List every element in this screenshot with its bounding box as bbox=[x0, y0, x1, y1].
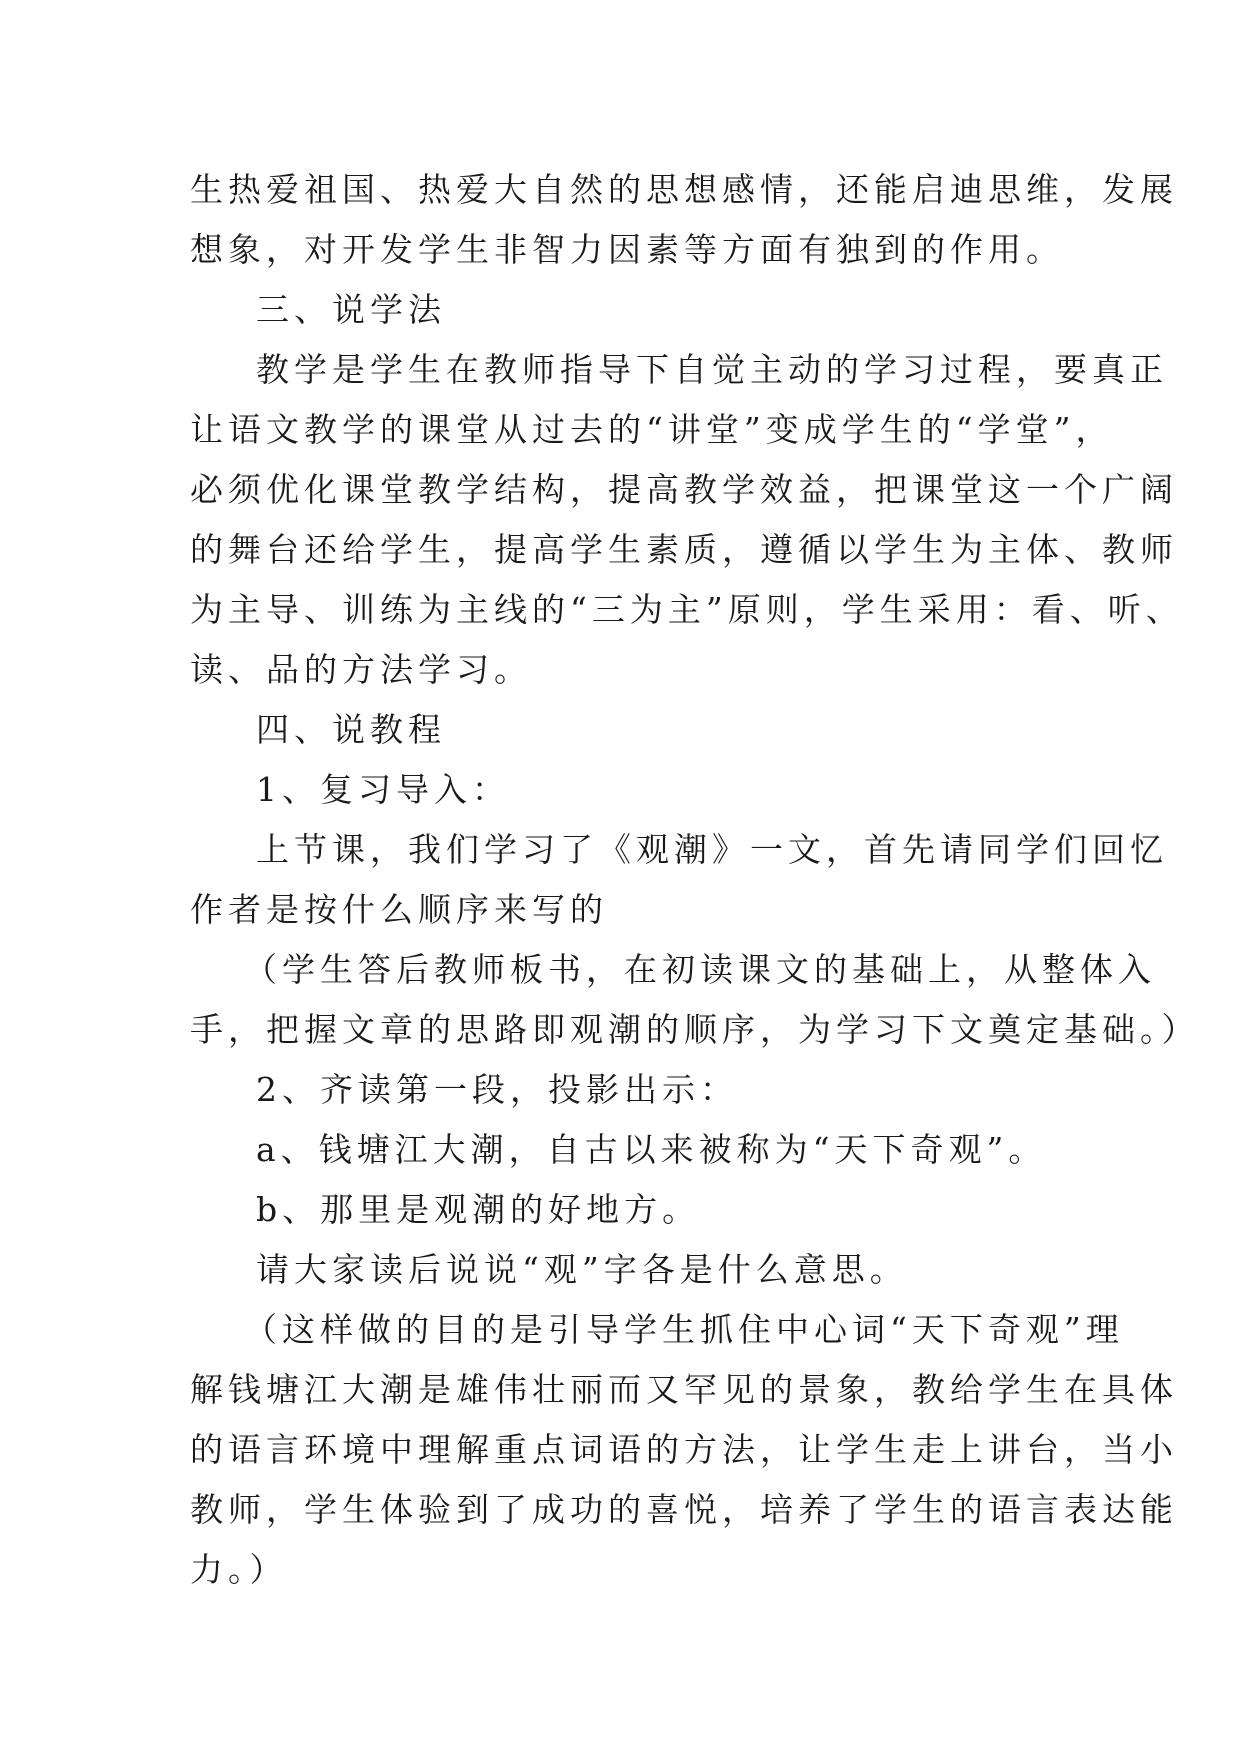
subsection-heading: 2、齐读第一段，投影出示： bbox=[256, 1070, 738, 1109]
paragraph-line: 必须优化课堂教学结构，提高教学效益，把课堂这一个广阔 bbox=[190, 470, 1178, 509]
list-item: a、钱塘江大潮，自古以来被称为“天下奇观”。 bbox=[256, 1130, 1047, 1169]
list-item: b、那里是观潮的好地方。 bbox=[256, 1190, 701, 1229]
paragraph-line: 教学是学生在教师指导下自觉主动的学习过程，要真正 bbox=[256, 350, 1168, 389]
paragraph-line: 力。） bbox=[190, 1550, 288, 1589]
section-heading: 四、说教程 bbox=[256, 710, 446, 749]
paragraph-line: 解钱塘江大潮是雄伟壮丽而又罕见的景象，教给学生在具体 bbox=[190, 1370, 1178, 1409]
paragraph-line: 教师，学生体验到了成功的喜悦，培养了学生的语言表达能 bbox=[190, 1490, 1178, 1529]
paragraph-line: 的语言环境中理解重点词语的方法，让学生走上讲台，当小 bbox=[190, 1430, 1178, 1469]
paragraph-line: （这样做的目的是引导学生抓住中心词“天下奇观”理 bbox=[244, 1310, 1124, 1349]
subsection-heading: 1、复习导入： bbox=[256, 770, 510, 809]
paragraph-line: 为主导、训练为主线的“三为主”原则，学生采用：看、听、 bbox=[190, 590, 1184, 629]
paragraph-line: 生热爱祖国、热爱大自然的思想感情，还能启迪思维，发展 bbox=[190, 170, 1178, 209]
paragraph-line: 作者是按什么顺序来写的 bbox=[190, 890, 608, 929]
section-heading: 三、说学法 bbox=[256, 290, 446, 329]
paragraph-line: 读、品的方法学习。 bbox=[190, 650, 532, 689]
paragraph-line: 让语文教学的课堂从过去的“讲堂”变成学生的“学堂”， bbox=[190, 410, 1114, 449]
paragraph-line: 的舞台还给学生，提高学生素质，遵循以学生为主体、教师 bbox=[190, 530, 1178, 569]
paragraph-line: 想象，对开发学生非智力因素等方面有独到的作用。 bbox=[190, 230, 1064, 269]
paragraph-line: （学生答后教师板书，在初读课文的基础上，从整体入 bbox=[244, 950, 1156, 989]
paragraph-line: 请大家读后说说“观”字各是什么意思。 bbox=[256, 1250, 908, 1289]
paragraph-line: 上节课，我们学习了《观潮》一文，首先请同学们回忆 bbox=[256, 830, 1168, 869]
paragraph-line: 手，把握文章的思路即观潮的顺序，为学习下文奠定基础。） bbox=[190, 1010, 1200, 1049]
body-text bbox=[190, 160, 1200, 1600]
